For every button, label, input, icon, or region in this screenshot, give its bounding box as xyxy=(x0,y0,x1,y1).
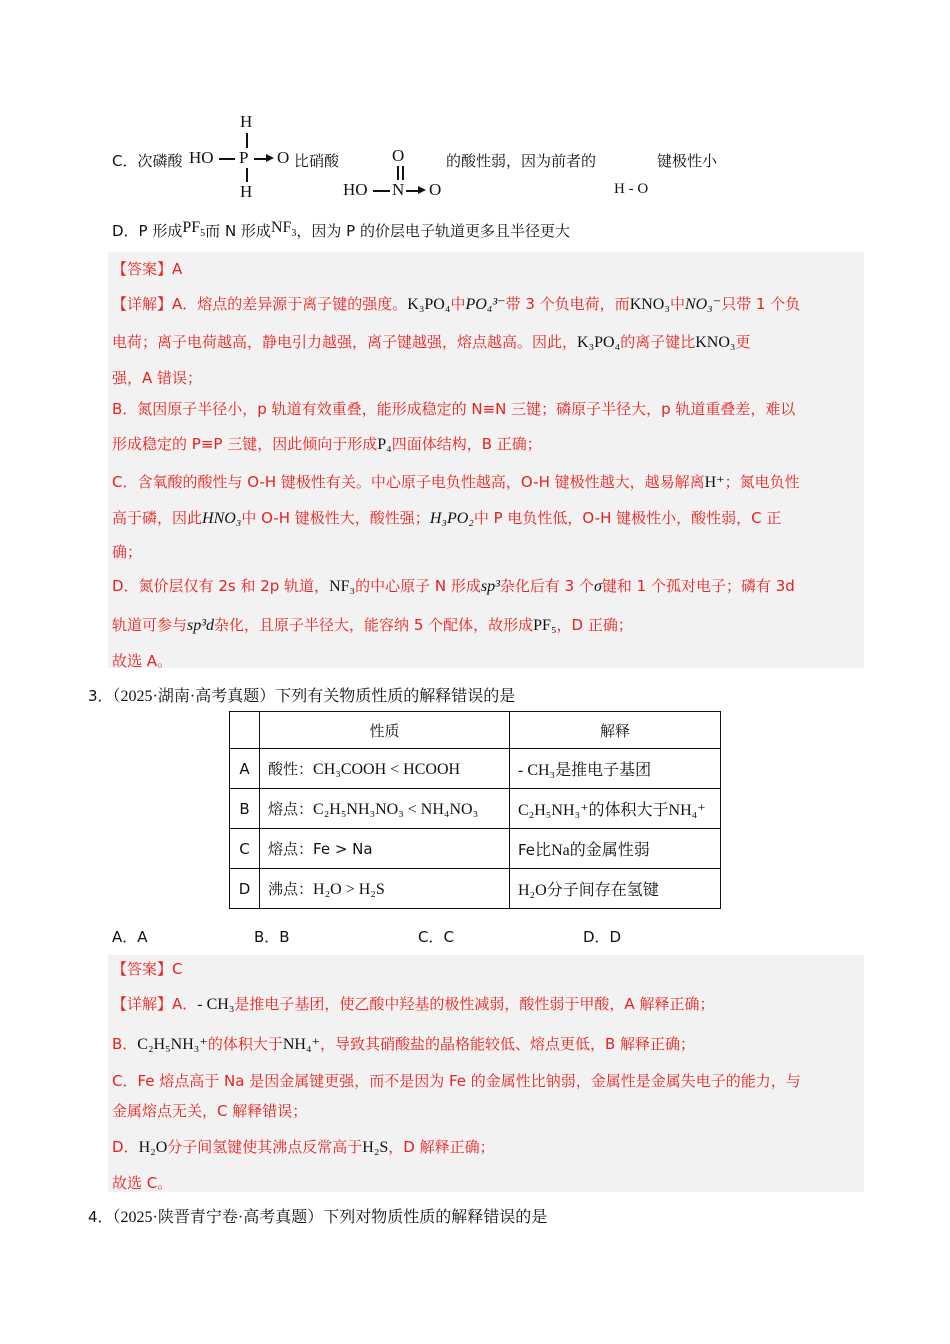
option-c-suffix2: 键极性小 xyxy=(657,152,718,170)
explanation-cell: - CH₃是推电子基团 xyxy=(510,749,721,789)
hydroxyl-group: HO xyxy=(189,148,214,167)
choice-a[interactable]: A．A xyxy=(112,928,148,946)
choice-b[interactable]: B．B xyxy=(254,928,290,946)
atom-h: H xyxy=(240,112,253,131)
explanation-c-line1: C．Fe 熔点高于 Na 是因金属键更强，而不是因为 Fe 的金属性比钠弱，金属性是金属失电子的能力，与 xyxy=(112,1072,801,1090)
bond-line xyxy=(373,190,390,192)
bond-line xyxy=(397,166,399,180)
choice-c[interactable]: C．C xyxy=(418,928,454,946)
explanation-a-line2: 电荷；离子电荷越高，静电引力越强，离子键越强，熔点越高。因此，K₃PO₄的离子键比KNO₃更 xyxy=(112,333,751,351)
table-row xyxy=(230,749,721,789)
explanation-d-line2: 轨道可参与sp³d杂化，且原子半径大，能容纳 5 个配体，故形成PF₅，D 正确； xyxy=(112,616,633,634)
row-label: D xyxy=(230,869,260,909)
table-row xyxy=(230,869,721,909)
property-cell: 沸点：H₂O > H₂S xyxy=(260,869,510,909)
answer-label: 【答案】A xyxy=(112,260,183,278)
conclusion: 故选 C。 xyxy=(112,1174,173,1192)
explanation-a-line3: 强，A 错误； xyxy=(112,369,203,387)
bond-line xyxy=(219,158,235,160)
conclusion: 故选 A。 xyxy=(112,652,173,670)
answer-label: 【答案】C xyxy=(112,960,183,978)
table-header-cell: 解释 xyxy=(510,712,721,749)
explanation-cell: C₂H₅NH₃⁺的体积大于NH₄⁺ xyxy=(510,789,721,829)
atom-n: N xyxy=(392,180,405,199)
explanation-cell: Fe比Na的金属性弱 xyxy=(510,829,721,869)
explanation-a: 【详解】A．- CH₃是推电子基团，使乙酸中羟基的极性减弱，酸性弱于甲酸，A 解释正确； xyxy=(112,995,715,1013)
option-c-suffix: 的酸性弱，因为前者的 xyxy=(446,152,597,170)
bond-line xyxy=(246,133,248,148)
explanation-c-line3: 确； xyxy=(112,543,143,561)
atom-o: O xyxy=(429,180,442,199)
explanation-cell: H₂O分子间存在氢键 xyxy=(510,869,721,909)
explanation-c-line1: C．含氧酸的酸性与 O-H 键极性有关。中心原子电负性越高，O-H 键极性越大，越易解离H⁺；氮电负性 xyxy=(112,473,800,491)
row-label: C xyxy=(230,829,260,869)
property-cell: 酸性：CH₃COOH < HCOOH xyxy=(260,749,510,789)
explanation-d-line1: D．氮价层仅有 2s 和 2p 轨道，NF₃的中心原子 N 形成sp³杂化后有 3 个σ键和 1 个孤对电子；磷有 3d xyxy=(112,577,795,595)
properties-table xyxy=(229,711,721,909)
table-header-cell: 性质 xyxy=(260,712,510,749)
oh-bond-formula: H - O xyxy=(614,181,649,197)
table-row xyxy=(230,789,721,829)
table-header-row xyxy=(230,712,721,749)
atom-p: P xyxy=(239,148,249,167)
option-c-text: C．次磷酸 xyxy=(112,152,183,170)
coordinate-arrow xyxy=(266,154,274,162)
answer-box-q2 xyxy=(108,252,864,668)
atom-h: H xyxy=(240,182,253,201)
question-3-stem: 3．（2025·湖南·高考真题）下列有关物质性质的解释错误的是 xyxy=(88,687,516,705)
row-label: A xyxy=(230,749,260,789)
explanation-b-line1: B．氮因原子半径小，p 轨道有效重叠，能形成稳定的 N≡N 三键；磷原子半径大，p 轨道重叠差，难以 xyxy=(112,400,796,418)
property-cell: 熔点：Fe > Na xyxy=(260,829,510,869)
explanation-c-line2: 金属熔点无关，C 解释错误； xyxy=(112,1102,308,1120)
option-d-text: D．P 形成$PF_5$而 N 形成$NF_3$，因为 P 的价层电子轨道更多且半径更大 xyxy=(112,219,570,240)
choice-d[interactable]: D．D xyxy=(583,928,622,946)
hydroxyl-group: HO xyxy=(343,180,368,199)
table-header-cell xyxy=(230,712,260,749)
explanation-d: D．H₂O分子间氢键使其沸点反常高于H₂S，D 解释正确； xyxy=(112,1138,495,1156)
bond-line xyxy=(402,166,404,180)
explanation-c-line2: 高于磷，因此HNO₃中 O-H 键极性大，酸性强；H₃PO₂中 P 电负性低，O-H 键极性小，酸性弱，C 正 xyxy=(112,509,782,527)
explanation-b: B．C₂H₅NH₃⁺的体积大于NH₄⁺，导致其硝酸盐的晶格能较低、熔点更低，B 解释正确； xyxy=(112,1035,696,1053)
atom-o: O xyxy=(277,148,290,167)
coordinate-arrow xyxy=(418,186,426,194)
table-row xyxy=(230,829,721,869)
option-c-mid-text: 比硝酸 xyxy=(294,152,340,170)
property-cell: 熔点：C₂H₅NH₃NO₃ < NH₄NO₃ xyxy=(260,789,510,829)
explanation-a-line1: 【详解】A．熔点的差异源于离子键的强度。K₃PO₄中PO₄³⁻带 3 个负电荷，而KNO₃中NO₃⁻只带 1 个负 xyxy=(112,295,801,313)
bond-line xyxy=(246,168,248,182)
row-label: B xyxy=(230,789,260,829)
question-4-stem: 4．（2025·陕晋青宁卷·高考真题）下列对物质性质的解释错误的是 xyxy=(88,1208,548,1226)
explanation-b-line2: 形成稳定的 P≡P 三键，因此倾向于形成P₄四面体结构，B 正确； xyxy=(112,435,542,453)
atom-o: O xyxy=(392,146,405,165)
